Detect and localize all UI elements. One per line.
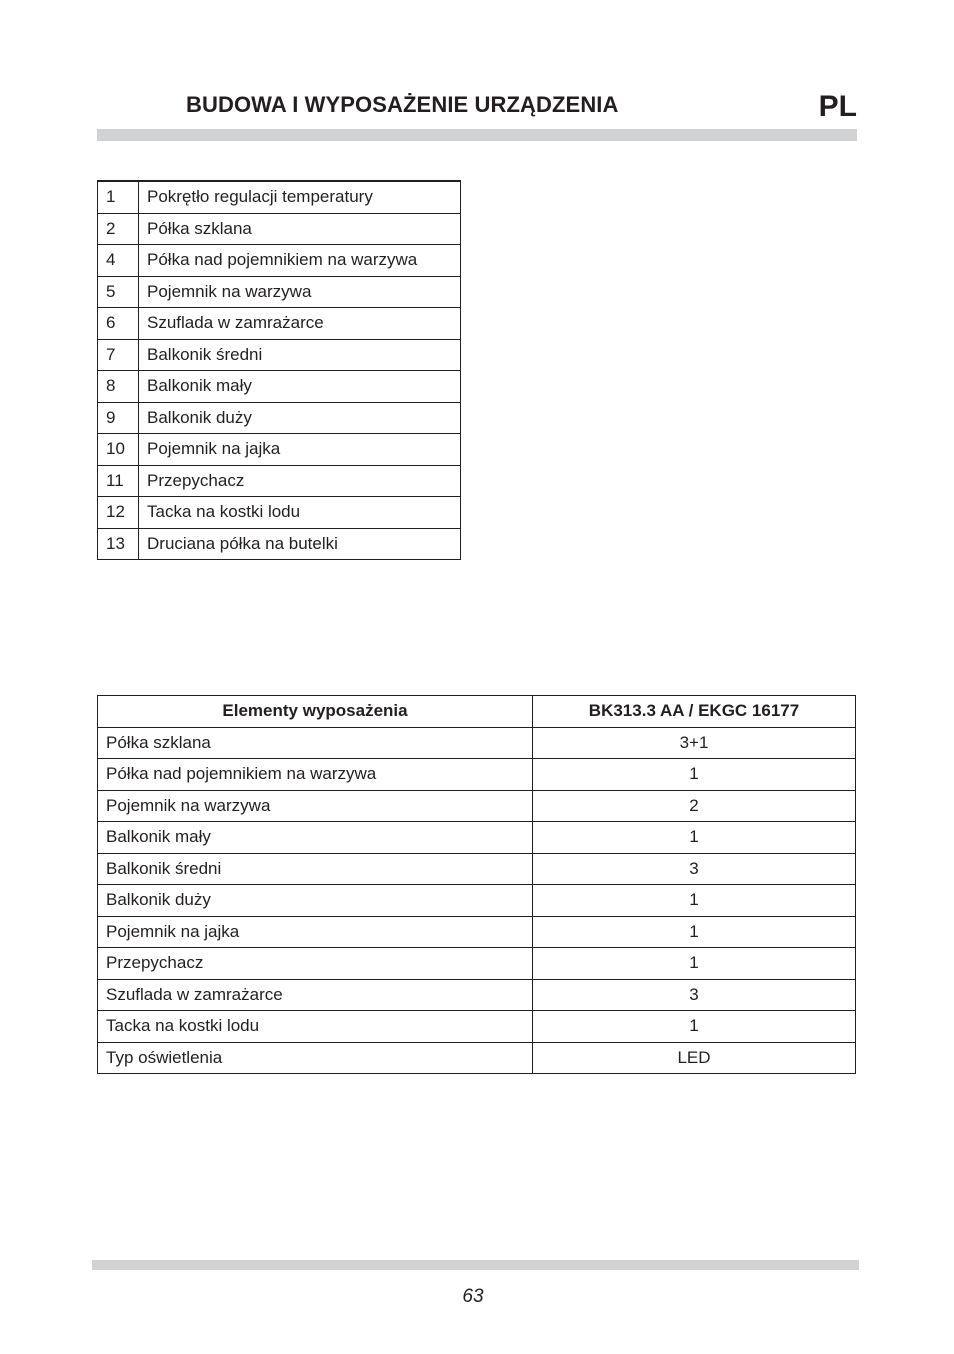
- equipment-row: [98, 853, 856, 885]
- equipment-header-item: Elementy wyposażenia: [98, 696, 533, 728]
- equipment-row: [98, 916, 856, 948]
- equipment-row: [98, 759, 856, 791]
- part-label: Pokrętło regulacji temperatury: [139, 181, 461, 213]
- equipment-item: Tacka na kostki lodu: [98, 1011, 533, 1043]
- equipment-row: [98, 979, 856, 1011]
- part-number: 9: [98, 402, 139, 434]
- part-label: Balkonik duży: [139, 402, 461, 434]
- part-label: Druciana półka na butelki: [139, 528, 461, 560]
- equipment-item: Pojemnik na jajka: [98, 916, 533, 948]
- part-number: 2: [98, 213, 139, 245]
- part-label: Balkonik średni: [139, 339, 461, 371]
- part-label: Balkonik mały: [139, 371, 461, 403]
- parts-row: [98, 528, 461, 560]
- part-number: 11: [98, 465, 139, 497]
- equipment-item: Pojemnik na warzywa: [98, 790, 533, 822]
- parts-row: [98, 245, 461, 277]
- equipment-quantity: 1: [533, 885, 856, 917]
- part-number: 4: [98, 245, 139, 277]
- equipment-quantity: 3+1: [533, 727, 856, 759]
- equipment-item: Balkonik średni: [98, 853, 533, 885]
- equipment-table: [97, 695, 856, 1074]
- equipment-quantity: 2: [533, 790, 856, 822]
- equipment-row: [98, 822, 856, 854]
- equipment-header-model: BK313.3 AA / EKGC 16177: [533, 696, 856, 728]
- part-label: Tacka na kostki lodu: [139, 497, 461, 529]
- equipment-row: [98, 1011, 856, 1043]
- equipment-item: Balkonik duży: [98, 885, 533, 917]
- footer-divider: [92, 1260, 859, 1270]
- equipment-quantity: 3: [533, 853, 856, 885]
- part-number: 13: [98, 528, 139, 560]
- parts-table-body: [98, 181, 461, 560]
- part-number: 12: [98, 497, 139, 529]
- parts-row: [98, 434, 461, 466]
- equipment-quantity: 1: [533, 822, 856, 854]
- parts-row: [98, 339, 461, 371]
- part-number: 10: [98, 434, 139, 466]
- part-number: 7: [98, 339, 139, 371]
- parts-table: [97, 180, 461, 560]
- equipment-item: Półka szklana: [98, 727, 533, 759]
- parts-row: [98, 402, 461, 434]
- part-number: 5: [98, 276, 139, 308]
- part-number: 1: [98, 181, 139, 213]
- parts-row: [98, 276, 461, 308]
- part-label: Półka szklana: [139, 213, 461, 245]
- equipment-item: Półka nad pojemnikiem na warzywa: [98, 759, 533, 791]
- equipment-header-row: [98, 696, 856, 728]
- equipment-quantity: 1: [533, 759, 856, 791]
- parts-row: [98, 497, 461, 529]
- part-label: Szuflada w zamrażarce: [139, 308, 461, 340]
- parts-row: [98, 371, 461, 403]
- equipment-item: Balkonik mały: [98, 822, 533, 854]
- parts-row: [98, 181, 461, 213]
- part-label: Pojemnik na jajka: [139, 434, 461, 466]
- equipment-quantity: 1: [533, 1011, 856, 1043]
- part-label: Przepychacz: [139, 465, 461, 497]
- equipment-quantity: 1: [533, 916, 856, 948]
- equipment-table-body: [98, 727, 856, 1074]
- parts-row: [98, 308, 461, 340]
- parts-row: [98, 213, 461, 245]
- equipment-item: Szuflada w zamrażarce: [98, 979, 533, 1011]
- equipment-item: Typ oświetlenia: [98, 1042, 533, 1074]
- equipment-row: [98, 1042, 856, 1074]
- equipment-row: [98, 885, 856, 917]
- equipment-quantity: 3: [533, 979, 856, 1011]
- equipment-row: [98, 727, 856, 759]
- equipment-quantity: LED: [533, 1042, 856, 1074]
- page-title: BUDOWA I WYPOSAŻENIE URZĄDZENIA: [186, 92, 619, 117]
- equipment-row: [98, 948, 856, 980]
- header-divider: [97, 129, 857, 141]
- part-label: Półka nad pojemnikiem na warzywa: [139, 245, 461, 277]
- part-number: 6: [98, 308, 139, 340]
- parts-row: [98, 465, 461, 497]
- equipment-item: Przepychacz: [98, 948, 533, 980]
- equipment-quantity: 1: [533, 948, 856, 980]
- equipment-row: [98, 790, 856, 822]
- part-number: 8: [98, 371, 139, 403]
- language-badge: PL: [818, 90, 857, 123]
- part-label: Pojemnik na warzywa: [139, 276, 461, 308]
- page-number: 63: [462, 1286, 484, 1307]
